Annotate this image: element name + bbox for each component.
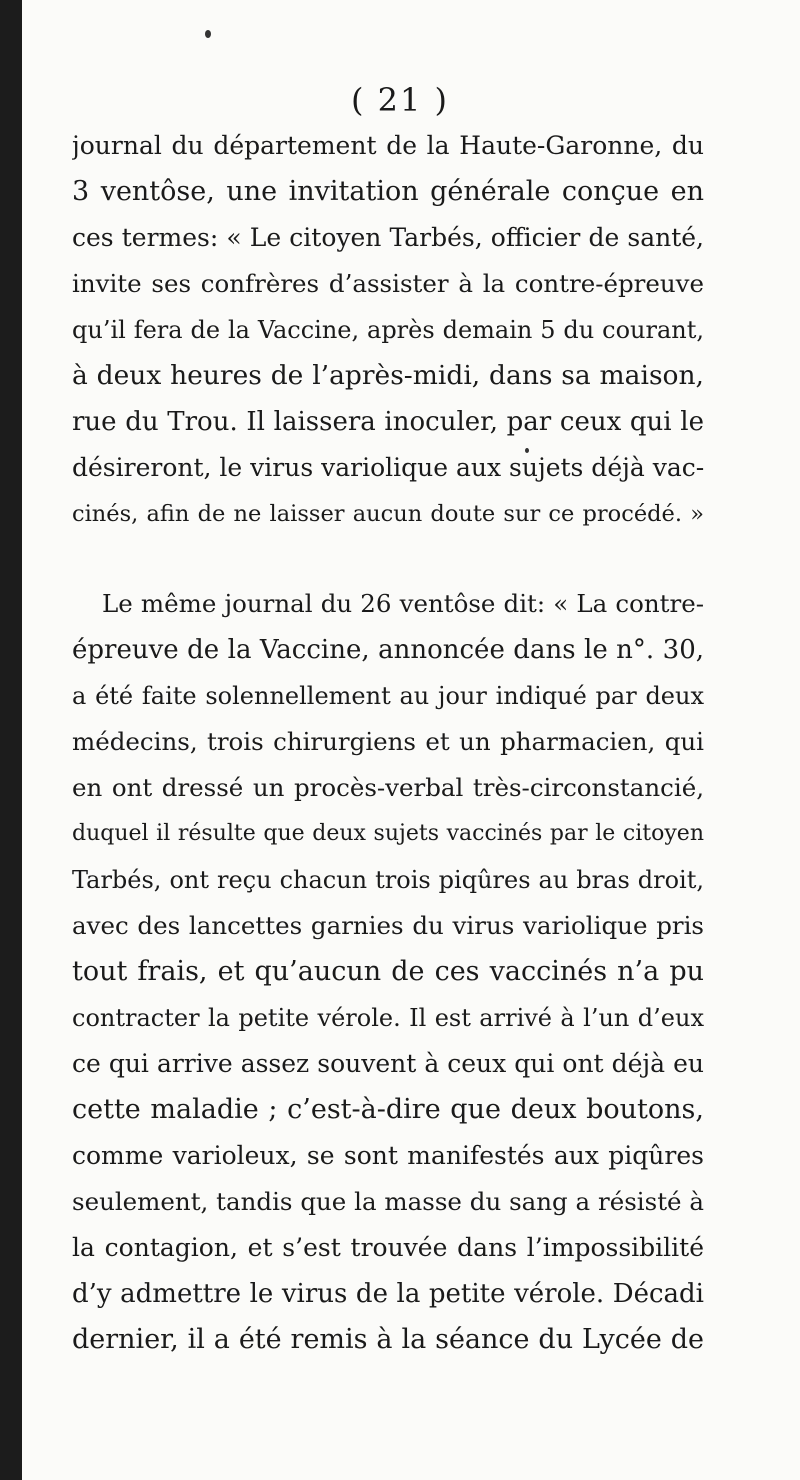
text-line: en ont dressé un procès-verbal très-circonstancié, [72,773,704,802]
text-line: qu’il fera de la Vaccine, après demain 5 du courant, [72,316,704,344]
text-line: ces termes: « Le citoyen Tarbés, officier de santé, [72,223,704,252]
text-line: épreuve de la Vaccine, annoncée dans le n°. 30, [72,635,704,665]
text-line: médecins, trois chirurgiens et un pharmacien, qui [72,727,704,756]
text-line: la contagion, et s’est trouvée dans l’impossibilité [72,1233,704,1262]
ink-speck [205,30,211,38]
page-edge [0,0,22,1480]
text-line: seulement, tandis que la masse du sang a résisté à [72,1187,704,1216]
text-line: désireront, le virus variolique aux sujets déjà vac- [72,453,704,482]
paragraph-gap [72,537,704,581]
text-line: rue du Trou. Il laissera inoculer, par ceux qui le [72,407,704,437]
text-line: comme varioleux, se sont manifestés aux piqûres [72,1141,704,1170]
text-line: cinés, afin de ne laisser aucun doute sur ce procédé. » [72,501,704,527]
text-line: invite ses confrères d’assister à la contre-épreuve [72,269,704,298]
text-line: a été faite solennellement au jour indiqué par deux [72,682,704,710]
paragraph [72,581,704,1363]
text-line: à deux heures de l’après-midi, dans sa maison, [72,360,704,391]
text-line: Tarbés, ont reçu chacun trois piqûres au bras droit, [72,866,704,894]
text-line: 3 ventôse, une invitation générale conçue en [72,176,704,207]
body-text [72,123,704,1363]
text-line: tout frais, et qu’aucun de ces vaccinés n’a pu [72,956,704,987]
text-line: cette maladie ; c’est-à-dire que deux boutons, [72,1094,704,1125]
text-line: avec des lancettes garnies du virus variolique pris [72,911,704,940]
text-line: dernier, il a été remis à la séance du Lycée de [72,1324,704,1355]
text-line: d’y admettre le virus de la petite vérole. Décadi [72,1279,704,1309]
text-line: duquel il résulte que deux sujets vaccinés par le citoyen [72,821,704,846]
text-line: Le même journal du 26 ventôse dit: « La contre- [102,589,704,618]
text-line: ce qui arrive assez souvent à ceux qui ont déjà eu [72,1049,704,1078]
paragraph [72,123,704,537]
page-number: ( 21 ) [350,81,450,119]
text-line: journal du département de la Haute-Garonne, du [72,131,704,160]
text-line: contracter la petite vérole. Il est arrivé à l’un d’eux [72,1004,704,1032]
